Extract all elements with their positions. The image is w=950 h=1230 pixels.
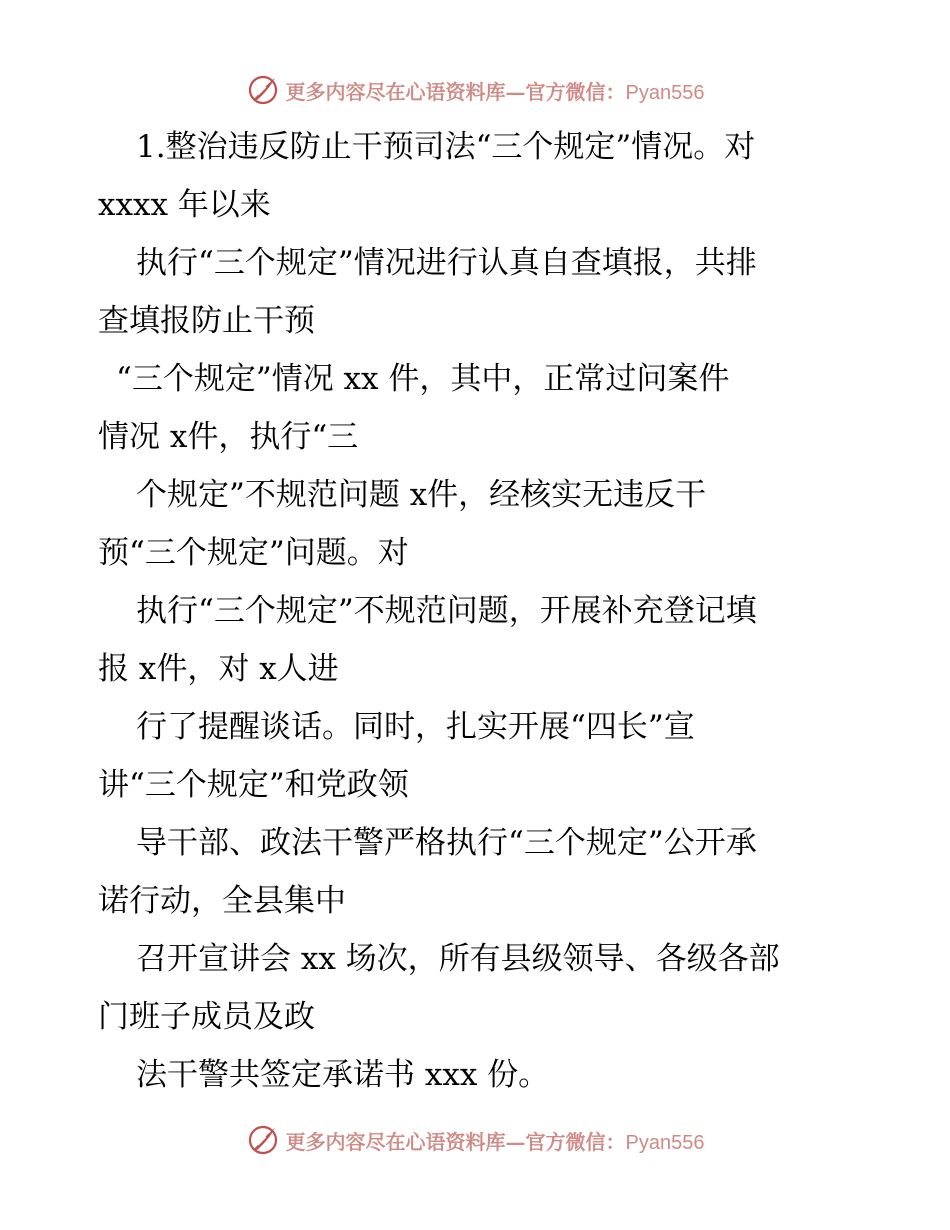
footer-banner [0,1120,950,1160]
text-line: 报 x件，对 x人进 [98,651,339,687]
quill-logo-icon [246,73,280,107]
text-line: 召开宣讲会 xx 场次，所有县级领导、各级各部 [136,941,780,977]
text-line: “三个规定”情况 xx 件，其中，正常过问案件 [116,361,730,397]
quill-logo-icon [246,1123,280,1157]
wechat-id: Pyan556 [625,81,705,104]
banner-text: 更多内容尽在心语资料库—官方微信： [285,79,626,104]
document-body [98,118,858,1104]
text-line: 讲“三个规定”和党政领 [98,767,409,803]
text-line: 行了提醒谈话。同时，扎实开展“四长”宣 [136,709,695,745]
text-line: 查填报防止干预 [98,303,315,339]
wechat-id: Pyan556 [625,1131,705,1154]
text-line: 预“三个规定”问题。对 [98,535,409,571]
banner-text: 更多内容尽在心语资料库—官方微信： [285,1129,626,1154]
text-line: 1.整治违反防止干预司法“三个规定”情况。对 [136,129,756,165]
header-banner [0,70,950,110]
text-line: 门班子成员及政 [98,999,315,1035]
text-line: 个规定”不规范问题 x件，经核实无违反干 [136,477,707,513]
text-line: 导干部、政法干警严格执行“三个规定”公开承 [136,825,757,861]
text-line: 法干警共签定承诺书 xxx 份。 [136,1057,550,1093]
text-line: 执行“三个规定”情况进行认真自查填报，共排 [136,245,757,281]
text-line: 诺行动，全县集中 [98,883,346,919]
text-line: 执行“三个规定”不规范问题，开展补充登记填 [136,593,757,629]
text-line: xxxx 年以来 [98,187,271,223]
text-line: 情况 x件，执行“三 [98,419,359,455]
